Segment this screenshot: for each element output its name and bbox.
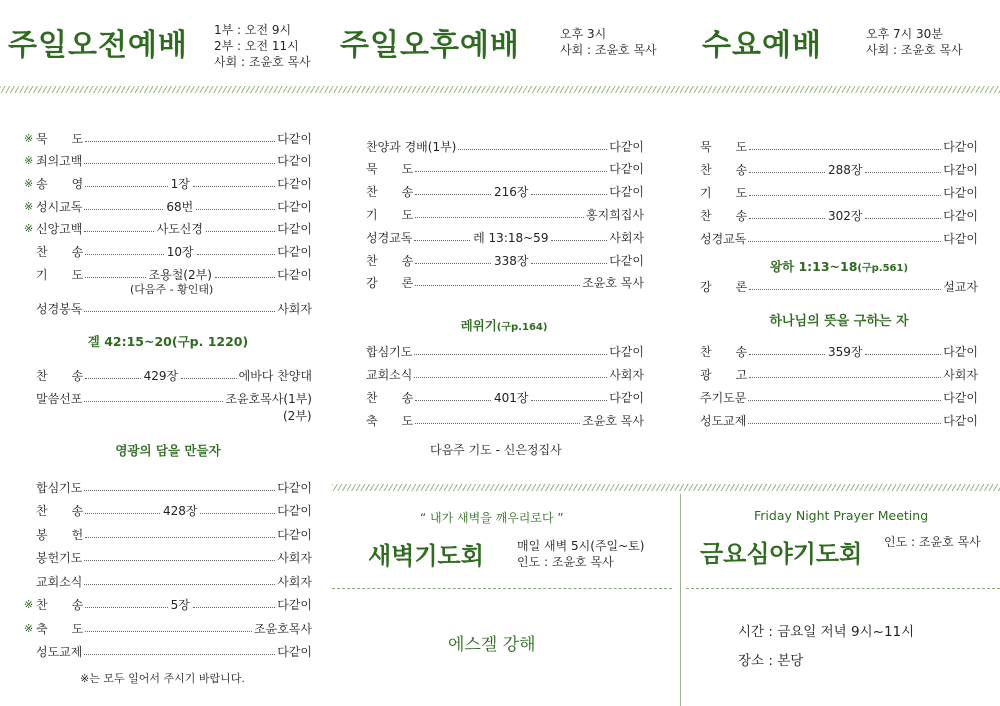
order-label: 찬 송 <box>700 344 748 359</box>
leader-dots <box>749 195 941 196</box>
order-row <box>700 159 978 179</box>
section-divider-vertical <box>680 494 681 706</box>
order-row <box>700 387 978 407</box>
order-leader: 다같이 <box>943 231 978 246</box>
afternoon-info-line: 오후 3시 <box>560 27 607 41</box>
leader-dots <box>749 289 941 290</box>
order-leader: 다같이 <box>609 253 644 268</box>
order-label: 찬 송 <box>366 390 414 405</box>
wednesday-service-info <box>866 26 963 58</box>
order-row <box>700 136 978 156</box>
order-label: 찬 송 <box>36 368 84 383</box>
order-leader: 다같이 <box>277 199 312 214</box>
order-row <box>24 642 312 662</box>
order-row <box>366 273 644 293</box>
order-leader: 다같이 <box>943 208 978 223</box>
order-detail: 302장 <box>827 208 863 223</box>
order-label: 기 도 <box>366 207 414 222</box>
leader-dots <box>84 584 275 585</box>
leader-dots <box>415 285 580 286</box>
leader-dots <box>193 607 275 608</box>
order-leader: 사회자 <box>609 230 645 245</box>
order-row <box>36 365 312 385</box>
leader-dots <box>84 209 163 210</box>
order-leader: 사회자 <box>943 367 978 382</box>
order-leader: 다같이 <box>609 185 644 200</box>
order-row <box>24 548 312 568</box>
leader-dots <box>84 163 275 164</box>
order-row <box>366 182 644 202</box>
leader-dots <box>85 277 145 278</box>
afternoon-service-title: 주일오후예배 <box>340 28 520 63</box>
dawn-prayer-title: 새벽기도회 <box>368 542 484 570</box>
order-row <box>366 204 644 224</box>
order-leader: 다같이 <box>277 176 313 191</box>
header-divider <box>0 86 1000 93</box>
order-label: 강 론 <box>366 276 414 291</box>
order-leader: 조윤호목사(1부) <box>225 391 312 406</box>
order-label: 축 도 <box>36 621 84 636</box>
morning-scripture-ref: 겔 42:15~20(구p. 1220) <box>87 334 249 349</box>
order-row <box>24 151 312 171</box>
order-detail: 401장 <box>493 390 529 405</box>
leader-dots <box>531 263 607 264</box>
order-leader: 다같이 <box>277 131 312 146</box>
order-row <box>366 387 644 407</box>
order-leader: 다같이 <box>277 222 312 237</box>
friday-subtitle: Friday Night Prayer Meeting <box>754 508 929 523</box>
leader-dots <box>84 231 153 232</box>
order-row <box>24 524 312 544</box>
morning-info-line: 1부 : 오전 9시 <box>214 23 292 37</box>
friday-time: 시간 : 금요일 저녁 9시~11시 <box>738 624 915 640</box>
order-leader: 설교자 <box>943 279 978 294</box>
leader-dots <box>84 490 275 491</box>
order-label: 묵 도 <box>36 131 84 146</box>
order-label: 송 영 <box>36 176 84 191</box>
order-detail: 1장 <box>170 176 190 191</box>
order-label: 합심기도 <box>36 480 83 495</box>
order-leader: 사회자 <box>277 551 312 565</box>
order-leader: 다같이 <box>943 139 978 154</box>
leader-dots <box>197 254 276 255</box>
order-leader: 다같이 <box>609 162 644 177</box>
order-leader: 다같이 <box>277 480 312 495</box>
leader-dots <box>748 423 941 424</box>
order-label: 찬 송 <box>366 253 414 268</box>
order-leader: 다같이 <box>277 645 312 659</box>
leader-dots <box>85 607 167 608</box>
leader-dots <box>85 254 164 255</box>
leader-dots <box>84 401 223 402</box>
order-label: 말씀선포 <box>36 391 83 406</box>
leader-dots <box>458 149 607 150</box>
order-leader: 다같이 <box>943 390 978 405</box>
order-label: 교회소식 <box>36 574 83 589</box>
order-label: 성경교독 <box>366 230 413 245</box>
friday-prayer-title: 금요심야기도회 <box>700 540 863 568</box>
morning-sermon-title: 영광의 담을 만들자 <box>115 443 221 458</box>
order-leader: 다같이 <box>277 527 312 542</box>
order-leader: 다같이 <box>609 390 644 405</box>
leader-dots <box>215 277 275 278</box>
order-label: 죄의고백 <box>36 154 83 169</box>
order-leader: 에바다 찬양대 <box>238 368 312 383</box>
order-detail: 429장 <box>143 368 179 383</box>
order-detail: 338장 <box>493 253 529 268</box>
afternoon-sermon-book: 레위기 <box>460 318 497 333</box>
order-detail: 428장 <box>162 504 198 518</box>
order-row <box>700 410 978 430</box>
leader-dots <box>414 377 607 378</box>
leader-dots <box>531 194 607 195</box>
order-leader: 다같이 <box>277 267 312 282</box>
order-leader: 다같이 <box>277 245 312 259</box>
leader-dots <box>84 311 275 312</box>
order-leader: 조윤호 목사 <box>582 276 644 291</box>
order-label: 성도교제 <box>36 645 83 659</box>
leader-dots <box>414 240 470 241</box>
dawn-topic: 에스겔 강해 <box>448 635 536 655</box>
wednesday-scripture-ref <box>700 257 978 275</box>
dawn-info-line: 인도 : 조윤호 목사 <box>517 555 614 569</box>
friday-divider <box>686 588 1000 589</box>
prayer-next-week: (다음주 - 황인태) <box>130 283 214 296</box>
order-row <box>24 618 312 638</box>
order-detail: 레 13:18~59 <box>473 230 549 245</box>
dawn-divider <box>332 588 672 589</box>
leader-dots <box>85 141 275 142</box>
order-leader: 사회자 <box>609 367 644 382</box>
leader-dots <box>749 354 825 355</box>
order-row <box>36 388 312 408</box>
order-row <box>24 595 312 615</box>
leader-dots <box>415 423 580 424</box>
order-label: 광 고 <box>700 367 748 382</box>
order-row-scripture <box>24 298 312 318</box>
leader-dots <box>415 263 491 264</box>
order-label: 강 론 <box>700 279 748 294</box>
order-leader: 홍지희집사 <box>586 207 644 222</box>
order-row <box>24 219 312 239</box>
order-label: 기 도 <box>700 185 748 200</box>
leader-dots <box>531 400 607 401</box>
order-leader: 다같이 <box>943 413 978 428</box>
order-leader: 다같이 <box>609 139 644 154</box>
order-detail: 216장 <box>493 185 529 200</box>
leader-dots <box>749 377 941 378</box>
order-detail: 10장 <box>166 245 194 259</box>
order-label: 찬 송 <box>36 504 84 518</box>
order-row <box>700 228 978 248</box>
leader-dots <box>193 186 275 187</box>
standing-note: ※는 모두 일어서 주시기 바랍니다. <box>80 672 245 685</box>
leader-dots <box>85 513 160 514</box>
order-row <box>700 182 978 202</box>
order-leader: 사회자 <box>277 574 312 589</box>
afternoon-next-prayer: 다음주 기도 - 신은정집사 <box>430 443 562 457</box>
standing-mark: ※ <box>24 199 34 213</box>
order-label: 묵 도 <box>700 139 748 154</box>
order-row <box>366 364 644 384</box>
order-row <box>366 410 644 430</box>
order-row <box>366 227 644 247</box>
order-label: 신앙고백 <box>36 222 83 237</box>
leader-dots <box>84 560 275 561</box>
order-detail: 359장 <box>827 344 863 359</box>
afternoon-service-info <box>560 26 657 58</box>
order-leader: 다같이 <box>277 154 312 169</box>
leader-dots <box>85 537 275 538</box>
standing-mark: ※ <box>24 222 34 236</box>
leader-dots <box>748 400 941 401</box>
friday-place: 장소 : 본당 <box>738 653 804 669</box>
wednesday-scripture-text: 왕하 1:13~18 <box>769 259 858 274</box>
leader-dots <box>748 241 941 242</box>
leader-dots <box>85 186 167 187</box>
order-detail: 5장 <box>170 598 190 612</box>
order-label: 찬양과 경배(1부) <box>366 139 457 154</box>
order-label: 성경봉독 <box>36 301 83 316</box>
order-label: 찬 송 <box>700 162 748 177</box>
order-detail: 사도신경 <box>156 222 203 237</box>
order-leader: 다같이 <box>943 162 978 177</box>
order-label: 묵 도 <box>366 162 414 177</box>
order-label: 성경교독 <box>700 231 747 246</box>
leader-dots <box>749 218 825 219</box>
leader-dots <box>414 354 607 355</box>
dawn-prayer-info <box>517 538 644 570</box>
order-leader: 다같이 <box>943 344 978 359</box>
order-label: 찬 송 <box>700 208 748 223</box>
order-label: 찬 송 <box>366 185 414 200</box>
leader-dots <box>200 513 275 514</box>
order-label: 교회소식 <box>366 367 413 382</box>
wednesday-service-title: 수요예배 <box>702 28 822 63</box>
leader-dots <box>196 209 275 210</box>
leader-dots <box>749 149 941 150</box>
order-row <box>24 196 312 216</box>
order-row-sermon <box>700 276 978 296</box>
standing-mark: ※ <box>24 154 34 168</box>
leader-dots <box>865 354 941 355</box>
dawn-quote: “ 내가 새벽을 깨우리로다 ” <box>420 511 564 525</box>
order-row <box>24 571 312 591</box>
leader-dots <box>181 378 236 379</box>
order-row <box>700 364 978 384</box>
leader-dots <box>415 217 584 218</box>
leader-dots <box>84 654 275 655</box>
leader-dots <box>749 172 825 173</box>
wednesday-scripture-page: (구p.561) <box>857 263 909 274</box>
order-label: 주기도문 <box>700 390 747 405</box>
standing-mark: ※ <box>24 131 34 145</box>
order-row <box>366 341 644 361</box>
leader-dots <box>551 240 607 241</box>
leader-dots <box>415 171 607 172</box>
sermon-second-service: (2부) <box>283 409 312 423</box>
order-row <box>700 205 978 225</box>
order-leader: 조윤호목사 <box>254 621 312 636</box>
leader-dots <box>415 194 491 195</box>
standing-mark: ※ <box>24 598 34 611</box>
bottom-divider <box>332 484 1000 491</box>
afternoon-info-line: 사회 : 조윤호 목사 <box>560 43 657 57</box>
wednesday-sermon-title: 하나님의 뜻을 구하는 자 <box>769 314 909 329</box>
order-label: 찬 송 <box>36 598 84 612</box>
order-label: 성시교독 <box>36 199 83 214</box>
order-label: 축 도 <box>366 413 414 428</box>
order-label: 합심기도 <box>366 344 413 359</box>
leader-dots <box>415 400 491 401</box>
order-row <box>366 250 644 270</box>
leader-dots <box>865 172 941 173</box>
order-leader: 다같이 <box>943 185 978 200</box>
wednesday-info-line: 사회 : 조윤호 목사 <box>866 43 963 57</box>
order-leader: 사회자 <box>277 301 312 316</box>
leader-dots <box>85 631 252 632</box>
afternoon-sermon-title <box>364 316 644 334</box>
morning-info-line: 사회 : 조윤호 목사 <box>214 55 311 69</box>
leader-dots <box>85 378 140 379</box>
order-leader: 조윤호 목사 <box>582 413 644 428</box>
order-row <box>24 242 312 262</box>
standing-mark: ※ <box>24 621 34 635</box>
order-row <box>366 159 644 179</box>
order-detail: 288장 <box>827 162 863 177</box>
order-label: 봉헌기도 <box>36 551 83 565</box>
dawn-info-line: 매일 새벽 5시(주일~토) <box>517 539 645 553</box>
order-row <box>24 501 312 521</box>
wednesday-info-line: 오후 7시 30분 <box>866 27 943 41</box>
order-row <box>366 136 644 156</box>
friday-leader: 인도 : 조윤호 목사 <box>884 535 981 549</box>
order-detail: 조용철(2부) <box>148 267 212 282</box>
afternoon-sermon-page: (구p.164) <box>496 322 548 333</box>
leader-dots <box>865 218 941 219</box>
order-leader: 다같이 <box>277 504 312 518</box>
order-leader: 다같이 <box>277 598 313 612</box>
morning-service-info <box>214 22 311 70</box>
standing-mark: ※ <box>24 176 34 190</box>
order-label: 성도교제 <box>700 413 747 428</box>
order-row <box>24 128 312 148</box>
order-label: 기 도 <box>36 267 84 282</box>
morning-info-line: 2부 : 오전 11시 <box>214 39 299 53</box>
order-row <box>24 173 312 193</box>
morning-service-title: 주일오전예배 <box>8 28 188 63</box>
order-label: 찬 송 <box>36 245 84 259</box>
order-leader: 다같이 <box>609 344 644 359</box>
order-label: 봉 헌 <box>36 527 84 542</box>
order-row <box>700 341 978 361</box>
order-detail: 68번 <box>166 199 194 214</box>
leader-dots <box>206 231 275 232</box>
order-row <box>24 477 312 497</box>
